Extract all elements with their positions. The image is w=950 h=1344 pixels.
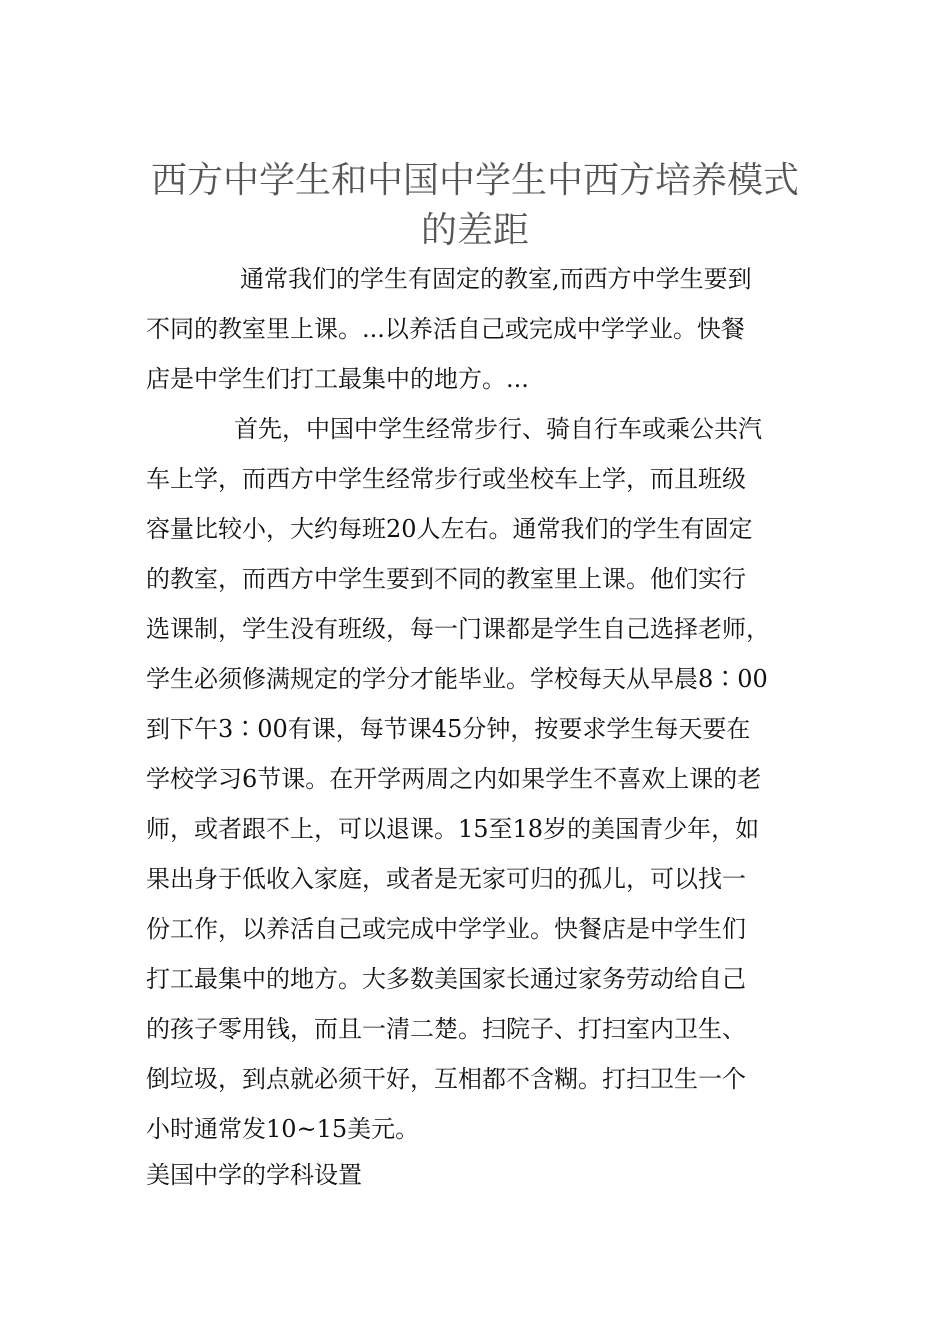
paragraph-2-line-11: 份工作，以养活自己或完成中学学业。快餐店是中学生们 — [146, 915, 746, 943]
paragraph-1-line-3: 店是中学生们打工最集中的地方。... — [146, 365, 529, 393]
document-title — [120, 156, 830, 256]
paragraph-2-line-4: 的教室，而西方中学生要到不同的教室里上课。他们实行 — [146, 565, 746, 593]
section-heading: 美国中学的学科设置 — [146, 1161, 362, 1189]
paragraph-2-line-3: 容量比较小，大约每班20人左右。通常我们的学生有固定 — [146, 515, 753, 543]
title-line-2: 的差距 — [420, 210, 529, 251]
paragraph-2-line-1: 首先，中国中学生经常步行、骑自行车或乘公共汽 — [234, 415, 762, 443]
title-line-1: 西方中学生和中国中学生中西方培养模式 — [150, 160, 799, 201]
paragraph-2-line-14: 倒垃圾，到点就必须干好，互相都不含糊。打扫卫生一个 — [146, 1065, 746, 1093]
paragraph-2-line-10: 果出身于低收入家庭，或者是无家可归的孤儿，可以找一 — [146, 865, 746, 893]
paragraph-1-line-1: 通常我们的学生有固定的教室,而西方中学生要到 — [240, 265, 752, 293]
paragraph-2-line-15: 小时通常发10~15美元。 — [146, 1115, 420, 1143]
paragraph-2-line-2: 车上学，而西方中学生经常步行或坐校车上学，而且班级 — [146, 465, 746, 493]
paragraph-2-line-8: 学校学习6节课。在开学两周之内如果学生不喜欢上课的老 — [146, 765, 762, 793]
paragraph-2-line-9: 师，或者跟不上，可以退课。15至18岁的美国青少年，如 — [146, 815, 760, 843]
paragraph-2-line-7: 到下午3∶00有课，每节课45分钟，按要求学生每天要在 — [146, 715, 751, 743]
paragraph-2-line-5: 选课制，学生没有班级，每一门课都是学生自己选择老师， — [146, 615, 770, 643]
paragraph-2-line-13: 的孩子零用钱，而且一清二楚。扫院子、打扫室内卫生、 — [146, 1015, 746, 1043]
paragraph-2-line-12: 打工最集中的地方。大多数美国家长通过家务劳动给自己 — [146, 965, 746, 993]
paragraph-2-line-6: 学生必须修满规定的学分才能毕业。学校每天从早晨8∶00 — [146, 665, 768, 693]
paragraph-1-line-2: 不同的教室里上课。...以养活自己或完成中学学业。快餐 — [146, 315, 745, 343]
